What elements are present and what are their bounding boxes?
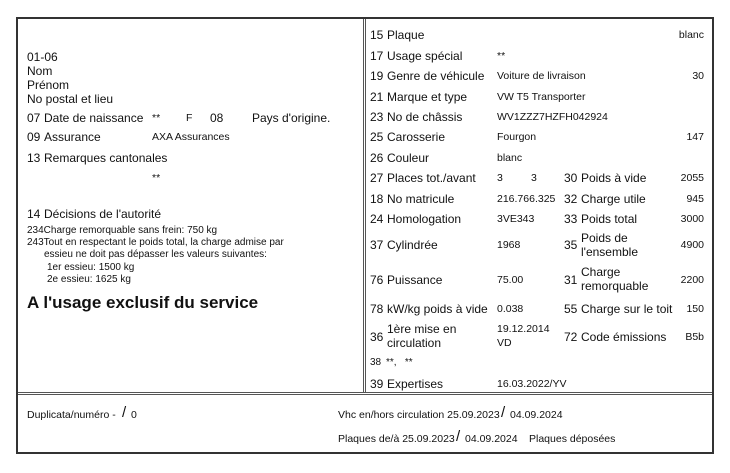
first-registration-label: 1ère mise en circulation [387, 322, 457, 350]
decision-243-line2: essieu ne doit pas dépasser les valeurs suivantes: [44, 249, 267, 260]
first-registration-value: 19.12.2014 VD [497, 323, 550, 349]
field-24-number: 24 [370, 212, 384, 226]
matricule-value: 216.766.325 [497, 193, 556, 205]
combination-weight-label: Poids de l'ensemble [581, 231, 638, 259]
seats-front: 3 [531, 172, 537, 184]
insurance-label: Assurance [44, 130, 101, 144]
power-value: 75.00 [497, 274, 524, 286]
duplicata-label: Duplicata/numéro - [27, 409, 116, 421]
roof-load-label: Charge sur le toit [581, 302, 673, 316]
origin-label: Pays d'origine. [252, 111, 331, 125]
special-use-value: ** [497, 50, 506, 62]
body-code: 147 [686, 131, 704, 143]
duplicata-number: 0 [131, 409, 137, 421]
vehicle-type-value: Voiture de livraison [497, 70, 586, 82]
plates-slash: / [456, 428, 461, 445]
displacement-value: 1968 [497, 239, 521, 251]
matricule-label: No matricule [387, 192, 455, 206]
service-use-notice: A l'usage exclusif du service [27, 293, 259, 312]
power-label: Puissance [387, 273, 443, 287]
field-27-number: 27 [370, 171, 384, 185]
field-32-number: 32 [564, 192, 578, 206]
vehicle-type-code: 30 [692, 70, 704, 82]
towing-capacity-value: 2200 [680, 274, 704, 286]
chassis-value: WV1ZZZ7HZFH042924 [497, 111, 608, 123]
payload-value: 945 [686, 193, 704, 205]
payload-label: Charge utile [581, 192, 646, 206]
field-39-number: 39 [370, 377, 384, 391]
make-model-value: VW T5 Transporter [497, 91, 586, 103]
chassis-label: No de châssis [387, 110, 463, 124]
field-15-number: 15 [370, 28, 384, 42]
emission-code-label: Code émissions [581, 330, 667, 344]
make-model-label: Marque et type [387, 90, 468, 104]
field-36-number: 36 [370, 330, 384, 344]
column-divider [363, 19, 366, 392]
field-78-number: 78 [370, 302, 384, 316]
plates-status: Plaques déposées [529, 433, 616, 445]
field-postal: No postal et lieu [27, 92, 114, 106]
field-30-number: 30 [564, 171, 578, 185]
field-72-number: 72 [564, 330, 578, 344]
field-38-number: 38 [370, 357, 382, 368]
duplicata-slash: / [122, 404, 127, 421]
roof-load-value: 150 [686, 303, 704, 315]
field-19-number: 19 [370, 69, 384, 83]
inspections-value: 16.03.2022/YV [497, 378, 567, 390]
field-55-number: 55 [564, 302, 578, 316]
field-code-01-06: 01-06 [27, 50, 58, 64]
seats-total: 3 [497, 172, 503, 184]
homologation-value: 3VE343 [497, 213, 535, 225]
total-weight-label: Poids total [581, 212, 638, 226]
circulation-dates: Vhc en/hors circulation 25.09.2023 [338, 409, 500, 421]
field-31-number: 31 [564, 273, 578, 287]
inspections-label: Expertises [387, 377, 444, 391]
homologation-label: Homologation [387, 212, 462, 226]
field-33-number: 33 [564, 212, 578, 226]
birth-date-label: Date de naissance [44, 111, 144, 125]
field-firstname: Prénom [27, 78, 70, 92]
towing-capacity-label: Charge remorquable [581, 265, 649, 293]
field-08-number: 08 [210, 111, 224, 125]
displacement-label: Cylindrée [387, 238, 438, 252]
field-17-number: 17 [370, 49, 384, 63]
plate-value: blanc [678, 29, 704, 41]
power-ratio-value: 0.038 [497, 303, 524, 315]
axle-1-load: 1er essieu: 1500 kg [47, 262, 135, 273]
plates-end-date: 04.09.2024 [465, 433, 518, 445]
remarks-label: Remarques cantonales [44, 151, 168, 165]
color-label: Couleur [387, 151, 430, 165]
field-38-value: **, ** [386, 357, 413, 368]
field-76-number: 76 [370, 273, 384, 287]
field-18-number: 18 [370, 192, 384, 206]
combination-weight-value: 4900 [680, 239, 704, 251]
remarks-value: ** [152, 172, 161, 184]
empty-weight-value: 2055 [680, 172, 704, 184]
field-35-number: 35 [564, 238, 578, 252]
decision-243-line1: 243Tout en respectant le poids total, la charge admise par [27, 237, 284, 248]
circulation-slash: / [501, 404, 506, 421]
field-14-number: 14 [27, 207, 41, 221]
empty-weight-label: Poids à vide [581, 171, 647, 185]
total-weight-value: 3000 [680, 213, 704, 225]
seats-label: Places tot./avant [387, 171, 476, 185]
field-25-number: 25 [370, 130, 384, 144]
field-09-number: 09 [27, 130, 41, 144]
plate-label: Plaque [387, 28, 425, 42]
sex-value: F [186, 112, 193, 124]
body-label: Carosserie [387, 130, 446, 144]
circulation-end-date: 04.09.2024 [510, 409, 563, 421]
emission-code-value: B5b [685, 331, 704, 343]
insurance-value: AXA Assurances [152, 131, 230, 143]
footer-divider [18, 392, 712, 395]
field-07-number: 07 [27, 111, 41, 125]
color-value: blanc [497, 152, 523, 164]
special-use-label: Usage spécial [387, 49, 463, 63]
vehicle-registration-document [16, 17, 714, 454]
decisions-label: Décisions de l'autorité [44, 207, 162, 221]
field-26-number: 26 [370, 151, 384, 165]
field-23-number: 23 [370, 110, 384, 124]
field-name: Nom [27, 64, 53, 78]
axle-2-load: 2e essieu: 1625 kg [47, 274, 131, 285]
vehicle-type-label: Genre de véhicule [387, 69, 485, 83]
field-37-number: 37 [370, 238, 384, 252]
plates-dates: Plaques de/à 25.09.2023 [338, 433, 455, 445]
field-21-number: 21 [370, 90, 384, 104]
birth-date-value: ** [152, 112, 161, 124]
decision-234: 234Charge remorquable sans frein: 750 kg [27, 225, 218, 236]
body-value: Fourgon [497, 131, 537, 143]
power-ratio-label: kW/kg poids à vide [387, 302, 488, 316]
field-13-number: 13 [27, 151, 41, 165]
